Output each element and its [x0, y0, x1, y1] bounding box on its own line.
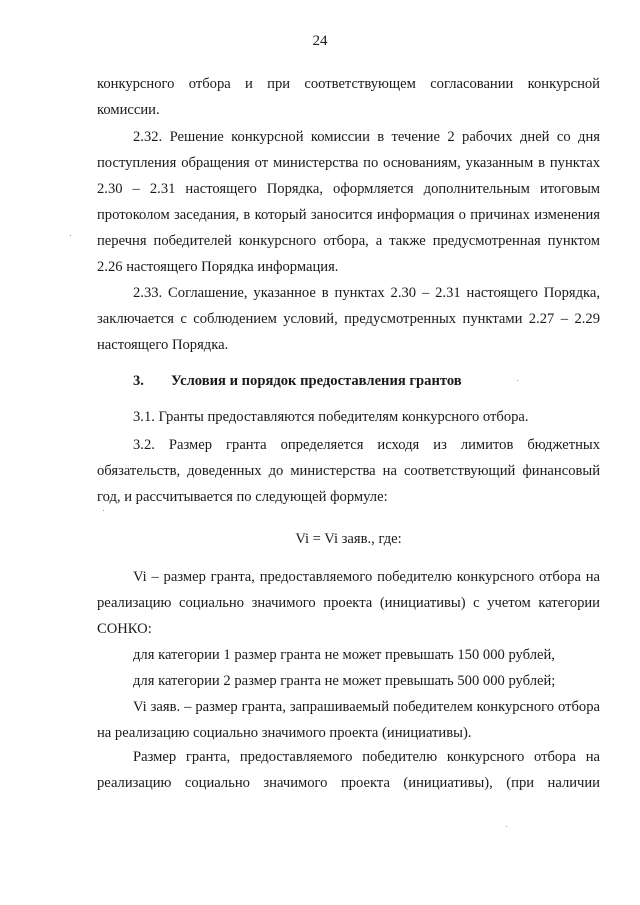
paragraph: 3.2. Размер гранта определяется исходя из лимитов бюджетных обязательств, доведенных до министерства на соответствующий финансовый год, и рассчитывается по следующей формуле: — [97, 437, 600, 505]
paragraph: конкурсного отбора и при соответствующем согласовании конкурсной комиссии. — [97, 76, 600, 118]
paragraph-grant-size — [97, 744, 600, 796]
paragraph-category-1 — [97, 642, 600, 668]
paragraph-vi-zayav — [97, 694, 600, 746]
paragraph-2-33 — [97, 280, 600, 358]
scan-speck — [70, 235, 71, 236]
paragraph: 2.32. Решение конкурсной комиссии в течение 2 рабочих дней со дня поступления обращения от министерства по основаниям, указанным в пунктах 2.30 – 2.31 настоящего Порядка, оформляется дополнительным итоговым протоколом заседания, в который заносится информация о причинах изменения перечня победителей конкурсного отбора, а также предусмотренная пунктом 2.26 настоящего Порядка информация. — [97, 129, 600, 275]
paragraph: для категории 2 размер гранта не может превышать 500 000 рублей; — [133, 673, 556, 689]
paragraph-category-2 — [97, 668, 600, 694]
scan-speck — [103, 510, 104, 511]
paragraph-vi-definition — [97, 564, 600, 642]
page-number: 24 — [312, 33, 328, 49]
paragraph: Vi заяв. – размер гранта, запрашиваемый победителем конкурсного отбора на реализацию социально значимого проекта (инициативы). — [97, 699, 600, 741]
section-heading — [97, 368, 600, 394]
paragraph-2-32 — [97, 124, 600, 280]
scan-speck — [517, 380, 518, 381]
formula-block — [97, 526, 600, 552]
paragraph: Vi – размер гранта, предоставляемого победителю конкурсного отбора на реализацию социально значимого проекта (инициативы) с учетом категории СОНКО: — [97, 569, 600, 637]
paragraph-3-1 — [97, 404, 600, 430]
section-number: 3. — [133, 373, 144, 389]
paragraph: Размер гранта, предоставляемого победителю конкурсного отбора на реализацию социально значимого проекта (инициативы), (при наличии — [97, 749, 600, 791]
paragraph: для категории 1 размер гранта не может превышать 150 000 рублей, — [133, 647, 555, 663]
paragraph: 3.1. Гранты предоставляются победителям конкурсного отбора. — [133, 409, 529, 425]
formula: Vi = Vi заяв., где: — [295, 531, 402, 547]
paragraph: 2.33. Соглашение, указанное в пунктах 2.30 – 2.31 настоящего Порядка, заключается с соблюдением условий, предусмотренных пунктами 2.27 – 2.29 настоящего Порядка. — [97, 285, 600, 353]
section-title: Условия и порядок предоставления грантов — [171, 373, 462, 389]
paragraph-continuation — [97, 71, 600, 123]
scan-speck — [506, 826, 507, 827]
paragraph-3-2 — [97, 432, 600, 510]
